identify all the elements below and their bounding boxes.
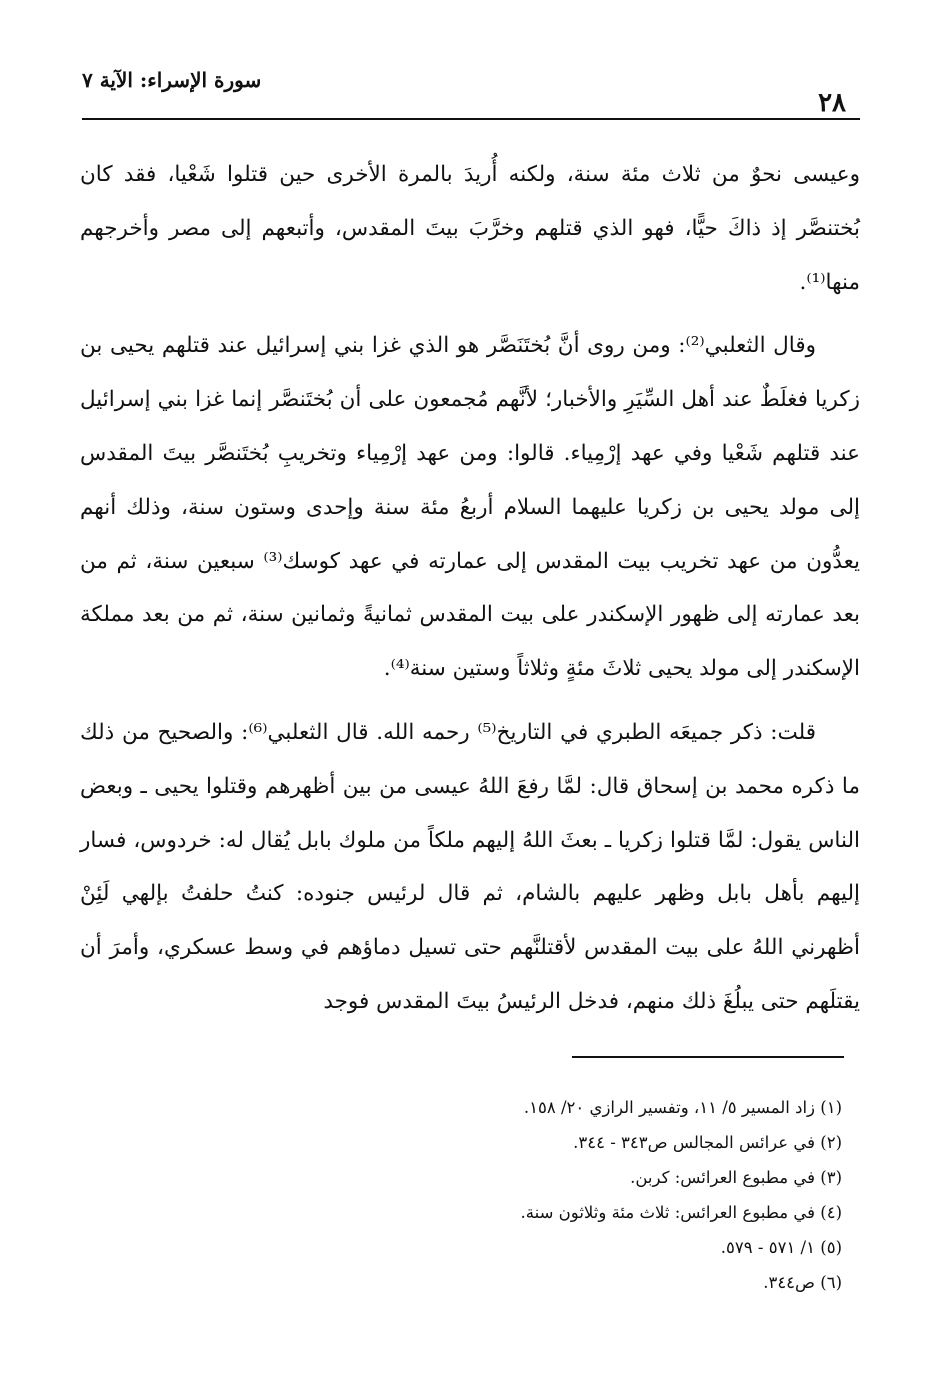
paragraph-1: وعيسى نحوٌ من ثلاث مئة سنة، ولكنه أُريدَ بالمرة الأخرى حين قتلوا شَعْيا، فقد كان بُختنصَّر إذ ذاكَ حيًّا، فهو الذي قتلهم وخرَّبَ بيتَ المقدس، وأتبعهم إلى مصر وأخرجهم منها⁽¹⁾. <box>80 162 860 295</box>
page-header <box>82 62 860 120</box>
footnote-4: (٤) في مطبوع العرائس: ثلاث مئة وثلاثون سنة. <box>520 1203 842 1222</box>
paragraph-3: قلت: ذكر جميعَه الطبري في التاريخ⁽⁵⁾ رحمه الله. قال الثعلبي⁽⁶⁾: والصحيح من ذلك ما ذكره محمد بن إسحاق قال: لمَّا رفعَ اللهُ عيسى من بين أظهرهم وقتلوا يحيى ـ وبعض الناس يقول: لمَّا قتلوا زكريا ـ بعثَ اللهُ إليهم ملكاً من ملوك بابل يُقال له: خردوس، فسار إليهم بأهل بابل وظهر عليهم بالشام، ثم قال لرئيس جنوده: كنتُ حلفتُ بإلهي لَئِنْ أظهرني اللهُ على بيت المقدس لأقتلنَّهم حتى تسيل دماؤهم في وسط عسكري، وأمرَ أن يقتلَهم حتى يبلُغَ ذلك منهم، فدخل الرئيسُ بيتَ المقدس فوجد <box>80 719 860 1014</box>
page-number: ٢٨ <box>818 88 846 118</box>
paragraph-2: وقال الثعلبي⁽²⁾: ومن روى أنَّ بُختَنَصَّر هو الذي غزا بني إسرائيل عند قتلهم يحيى بن زكريا فغلَطٌ عند أهل السِّيَرِ والأخبار؛ لأنَّهم مُجمعون على أن بُختَنصَّر إنما غزا بني إسرائيل عند قتلهم شَعْيا وفي عهد إرْمِياء. قالوا: ومن عهد إرْمِياء وتخريبِ بُختَنصَّر بيتَ المقدس إلى مولد يحيى بن زكريا عليهما السلام أربعُ مئة سنة وإحدى وستون سنة، وذلك أنهم يعدُّون من عهد تخريب بيت المقدس إلى عمارته في عهد كوسك⁽³⁾ سبعين سنة، ثم من بعد عمارته إلى ظهور الإسكندر على بيت المقدس ثمانيةً وثمانين سنة، ثم من بعد مملكة الإسكندر إلى مولد يحيى ثلاثَ مئةٍ وثلاثاً وستين سنة⁽⁴⁾. <box>80 333 861 682</box>
running-title: سورة الإسراء: الآية ٧ <box>82 68 262 92</box>
footnote-5: (٥) ١/ ٥٧١ - ٥٧٩. <box>720 1238 842 1257</box>
footnotes <box>80 1090 842 1300</box>
footnote-3: (٣) في مطبوع العرائس: كربن. <box>630 1168 842 1187</box>
footnote-divider <box>572 1056 844 1058</box>
footnote-2: (٢) في عرائس المجالس ص٣٤٣ - ٣٤٤. <box>573 1133 842 1152</box>
main-text <box>80 148 860 1029</box>
footnote-6: (٦) ص٣٤٤. <box>763 1273 842 1292</box>
footnote-1: (١) زاد المسير ٥/ ١١، وتفسير الرازي ٢٠/ ١٥٨. <box>523 1098 842 1117</box>
header-rule <box>82 118 860 120</box>
